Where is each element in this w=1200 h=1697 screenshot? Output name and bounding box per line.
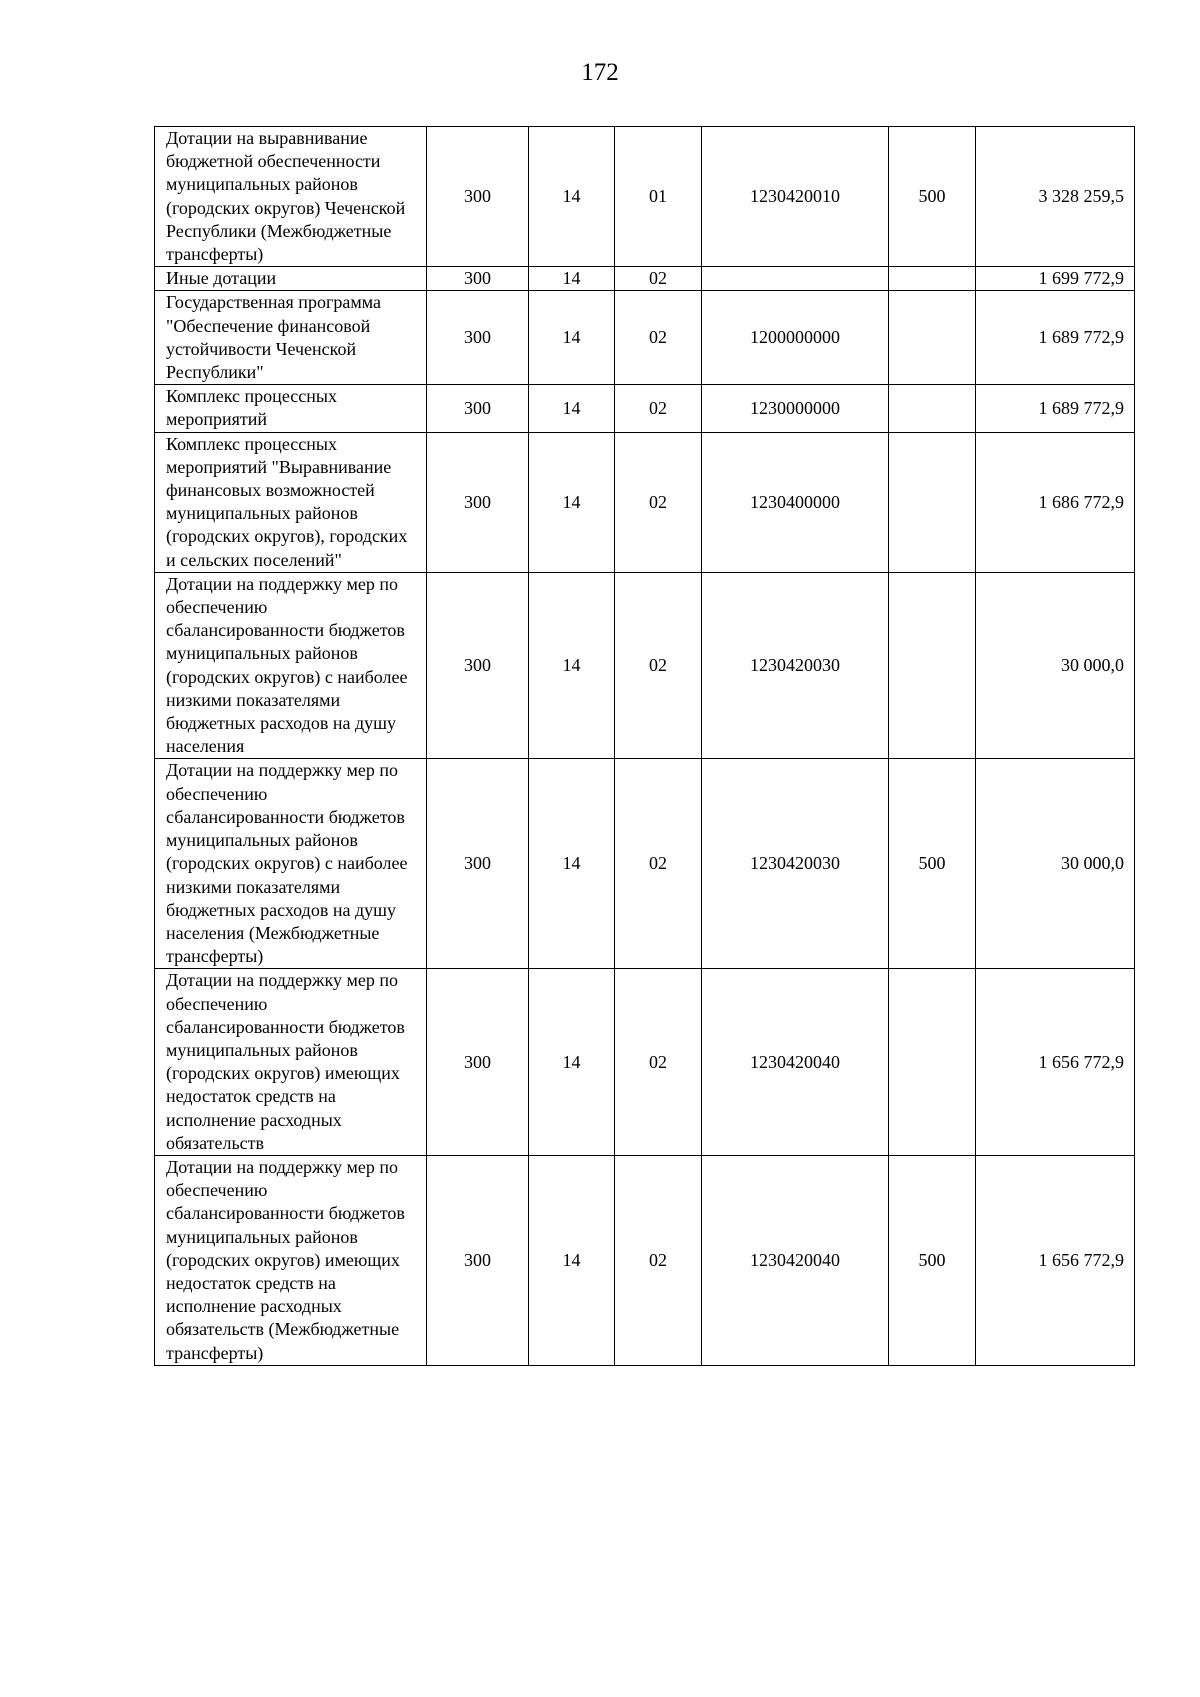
cell-expense-type (889, 969, 976, 1156)
cell-subsection-code: 01 (615, 127, 702, 267)
cell-target-article: 1200000000 (702, 291, 889, 385)
cell-target-article: 1230420030 (702, 572, 889, 759)
cell-section-code: 14 (529, 1155, 615, 1365)
page-number: 172 (581, 59, 619, 86)
cell-target-article: 1230420040 (702, 969, 889, 1156)
cell-amount: 1 689 772,9 (976, 385, 1135, 432)
budget-table (154, 126, 1135, 1366)
cell-expense-type (889, 385, 976, 432)
cell-expense-type (889, 572, 976, 759)
cell-subsection-code: 02 (615, 385, 702, 432)
cell-subsection-code: 02 (615, 969, 702, 1156)
cell-expense-type: 500 (889, 759, 976, 969)
table-row (155, 432, 1135, 572)
table-row (155, 759, 1135, 969)
table-row (155, 127, 1135, 267)
cell-description: Дотации на поддержку мер по обеспечению сбалансированности бюджетов муниципальных районов (городских округов) имеющих недостаток средств на исполнение расходных обязательств (155, 969, 427, 1156)
cell-subsection-code: 02 (615, 572, 702, 759)
cell-description: Дотации на поддержку мер по обеспечению сбалансированности бюджетов муниципальных районов (городских округов) имеющих недостаток средств на исполнение расходных обязательств (Межбюджетные трансферты) (155, 1155, 427, 1365)
cell-ministry-code: 300 (427, 127, 529, 267)
cell-description: Государственная программа "Обеспечение финансовой устойчивости Чеченской Республики" (155, 291, 427, 385)
cell-amount: 1 656 772,9 (976, 1155, 1135, 1365)
cell-amount: 1 699 772,9 (976, 267, 1135, 291)
cell-description: Комплекс процессных мероприятий (155, 385, 427, 432)
table-row (155, 1155, 1135, 1365)
table-row (155, 385, 1135, 432)
cell-amount: 1 686 772,9 (976, 432, 1135, 572)
table-row (155, 291, 1135, 385)
cell-ministry-code: 300 (427, 432, 529, 572)
cell-amount: 1 689 772,9 (976, 291, 1135, 385)
cell-subsection-code: 02 (615, 291, 702, 385)
cell-section-code: 14 (529, 969, 615, 1156)
cell-target-article (702, 267, 889, 291)
cell-amount: 30 000,0 (976, 572, 1135, 759)
cell-ministry-code: 300 (427, 759, 529, 969)
cell-section-code: 14 (529, 385, 615, 432)
cell-subsection-code: 02 (615, 432, 702, 572)
cell-expense-type: 500 (889, 127, 976, 267)
cell-subsection-code: 02 (615, 1155, 702, 1365)
cell-target-article: 1230000000 (702, 385, 889, 432)
cell-section-code: 14 (529, 432, 615, 572)
cell-target-article: 1230400000 (702, 432, 889, 572)
cell-expense-type (889, 432, 976, 572)
cell-ministry-code: 300 (427, 385, 529, 432)
cell-section-code: 14 (529, 291, 615, 385)
cell-target-article: 1230420030 (702, 759, 889, 969)
cell-amount: 30 000,0 (976, 759, 1135, 969)
cell-description: Дотации на выравнивание бюджетной обеспеченности муниципальных районов (городских округов) Чеченской Республики (Межбюджетные трансферты) (155, 127, 427, 267)
cell-subsection-code: 02 (615, 267, 702, 291)
table-row (155, 267, 1135, 291)
cell-description: Иные дотации (155, 267, 427, 291)
cell-ministry-code: 300 (427, 291, 529, 385)
cell-section-code: 14 (529, 127, 615, 267)
cell-section-code: 14 (529, 267, 615, 291)
cell-ministry-code: 300 (427, 1155, 529, 1365)
cell-description: Дотации на поддержку мер по обеспечению сбалансированности бюджетов муниципальных районов (городских округов) с наиболее низкими показателями бюджетных расходов на душу населения (155, 572, 427, 759)
cell-expense-type (889, 291, 976, 385)
cell-section-code: 14 (529, 572, 615, 759)
cell-ministry-code: 300 (427, 267, 529, 291)
cell-target-article: 1230420010 (702, 127, 889, 267)
cell-expense-type: 500 (889, 1155, 976, 1365)
cell-amount: 1 656 772,9 (976, 969, 1135, 1156)
cell-section-code: 14 (529, 759, 615, 969)
cell-description: Комплекс процессных мероприятий "Выравнивание финансовых возможностей муниципальных районов (городских округов), городских и сельских поселений" (155, 432, 427, 572)
cell-ministry-code: 300 (427, 969, 529, 1156)
table-row (155, 572, 1135, 759)
cell-expense-type (889, 267, 976, 291)
cell-ministry-code: 300 (427, 572, 529, 759)
cell-target-article: 1230420040 (702, 1155, 889, 1365)
cell-subsection-code: 02 (615, 759, 702, 969)
cell-amount: 3 328 259,5 (976, 127, 1135, 267)
table-row (155, 969, 1135, 1156)
cell-description: Дотации на поддержку мер по обеспечению сбалансированности бюджетов муниципальных районов (городских округов) с наиболее низкими показателями бюджетных расходов на душу населения (Межбюджетные трансферты) (155, 759, 427, 969)
